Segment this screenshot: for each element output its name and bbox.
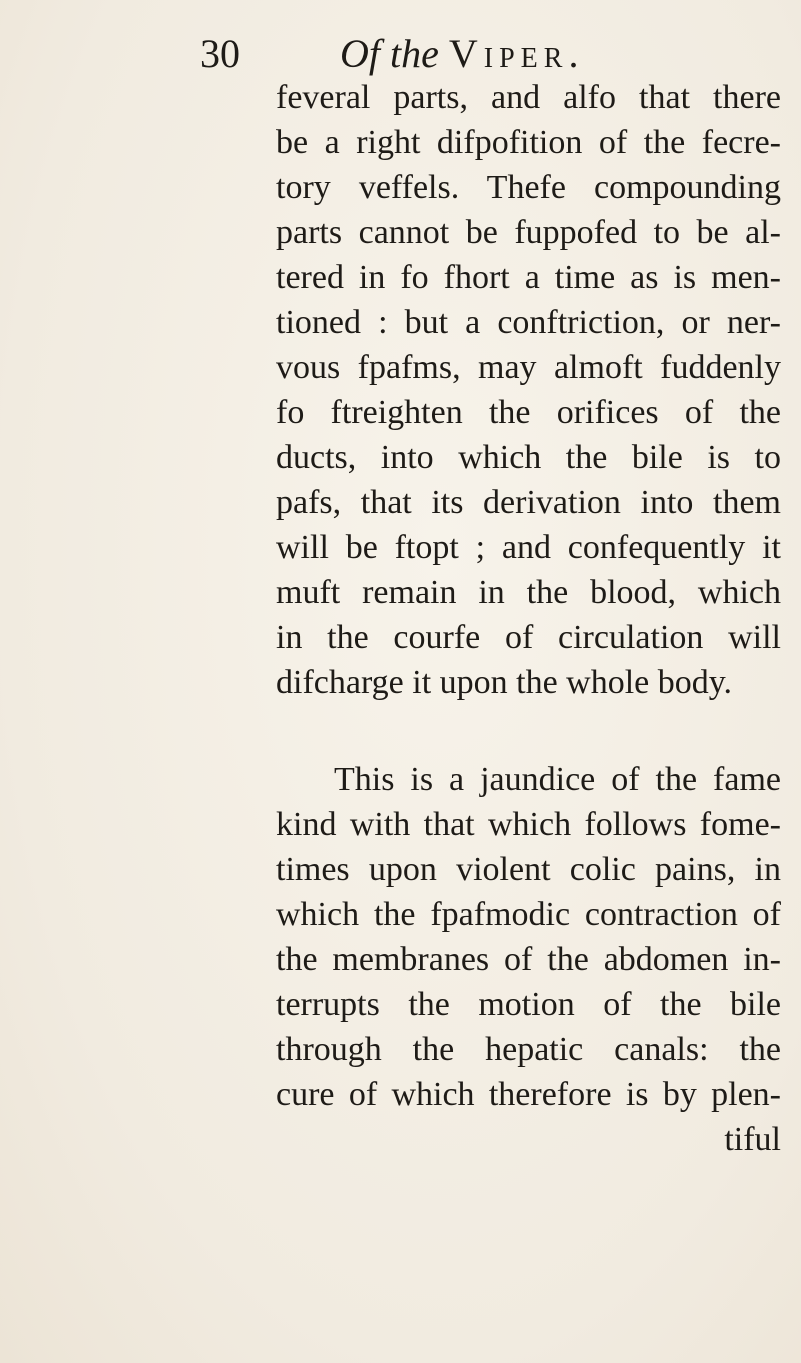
running-header [200, 31, 760, 76]
text-line: tered in fo fhort a time as is men- [276, 259, 781, 296]
text-line: kind with that which follows fome- [276, 806, 781, 843]
body-text [276, 75, 781, 1162]
text-line: tioned : but a conftriction, or ner- [276, 304, 781, 341]
text-line: cure of which therefore is by plen- [276, 1076, 781, 1113]
text-line: the membranes of the abdomen in- [276, 941, 781, 978]
text-line: in the courfe of circulation will [276, 619, 781, 656]
text-line: will be ftopt ; and confequently it [276, 529, 781, 566]
text-line: pafs, that its derivation into them [276, 484, 781, 521]
running-title-main: Viper. [448, 31, 585, 76]
text-line: through the hepatic canals: the [276, 1031, 781, 1068]
text-line: parts cannot be fuppofed to be al- [276, 214, 781, 251]
paragraph-gap [276, 705, 781, 757]
page-number: 30 [200, 31, 240, 76]
text-line: be a right difpofition of the fecre- [276, 124, 781, 161]
text-line: ducts, into which the bile is to [276, 439, 781, 476]
running-title [340, 31, 585, 76]
text-line: tory veffels. Thefe compounding [276, 169, 781, 206]
text-line: tiful [724, 1121, 781, 1158]
text-line: which the fpafmodic contraction of [276, 896, 781, 933]
text-line: fo ftreighten the orifices of the [276, 394, 781, 431]
text-line: times upon violent colic pains, in [276, 851, 781, 888]
text-line: vous fpafms, may almoft fuddenly [276, 349, 781, 386]
running-title-prefix: Of the [340, 31, 439, 76]
text-line: terrupts the motion of the bile [276, 986, 781, 1023]
text-line: feveral parts, and alfo that there [276, 79, 781, 116]
text-line: muft remain in the blood, which [276, 574, 781, 611]
text-line: This is a jaundice of the fame [334, 761, 781, 798]
text-line: difcharge it upon the whole body. [276, 664, 733, 701]
